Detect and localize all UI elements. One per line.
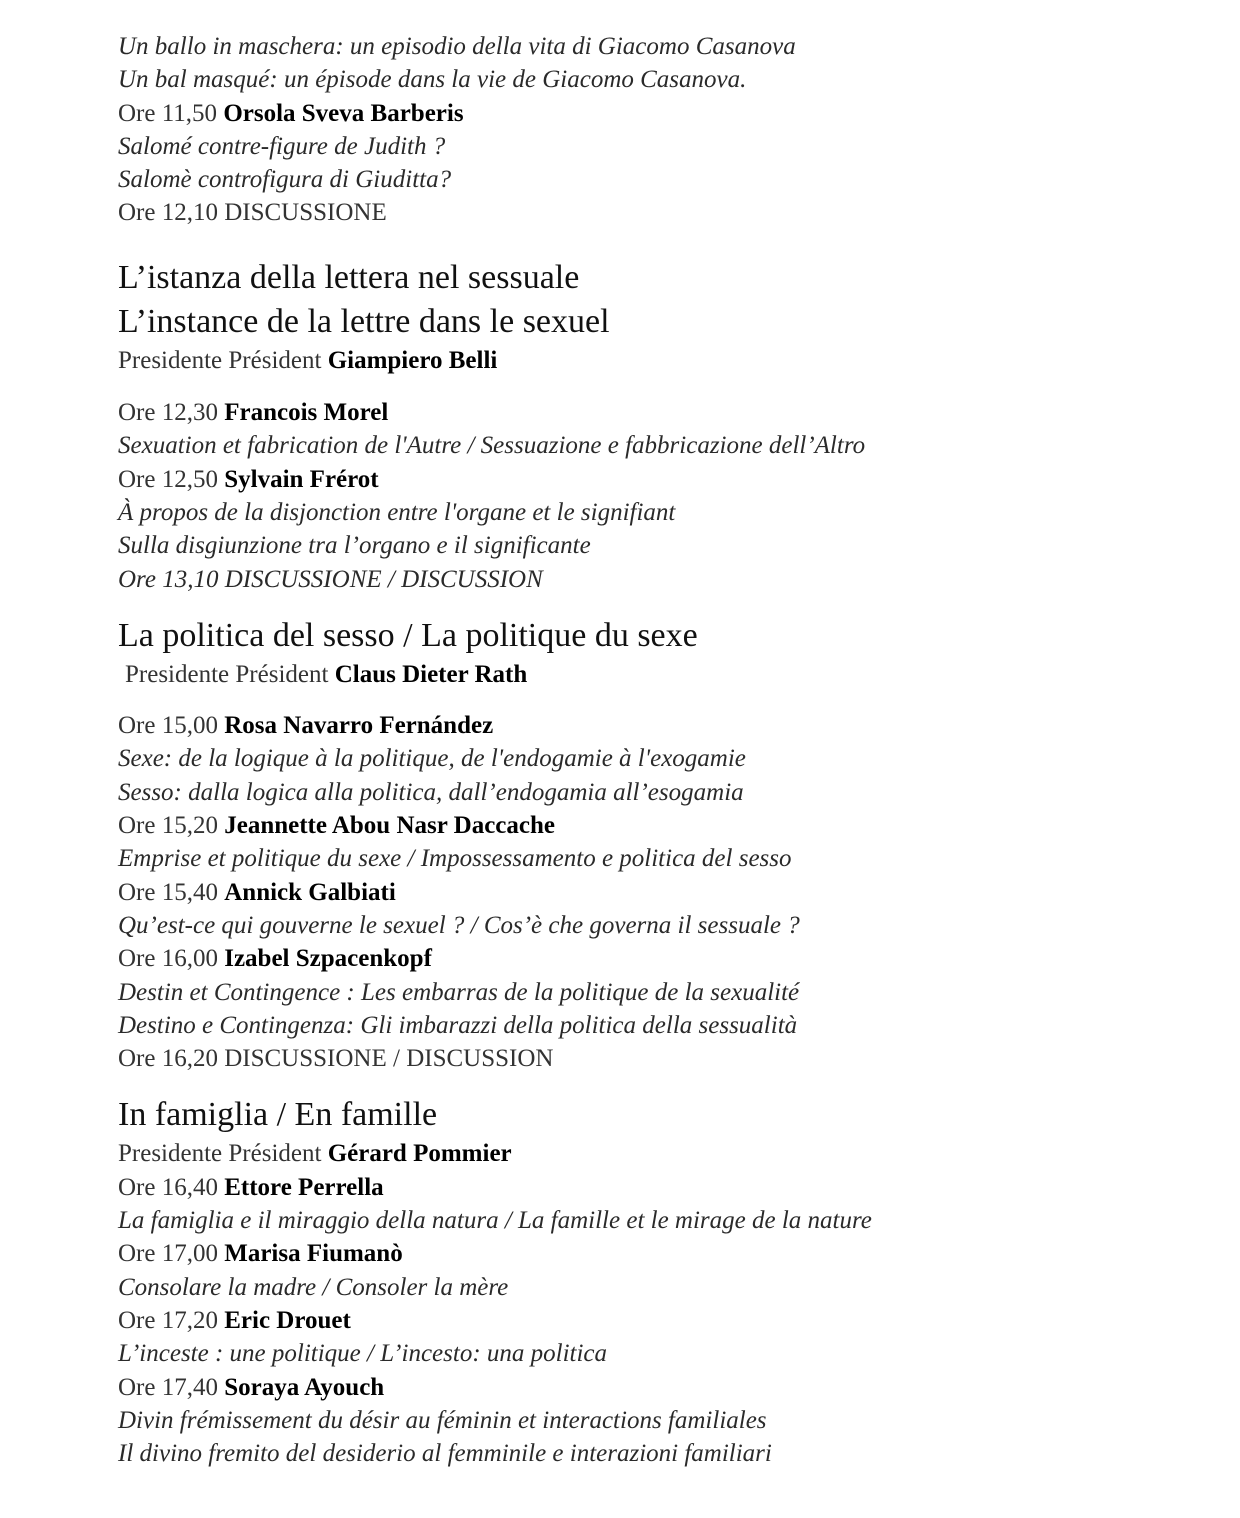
talk-speaker: Francois Morel [224, 399, 389, 427]
session-chair [118, 1137, 1178, 1170]
talk-time: Ore 11,50 [118, 99, 218, 127]
talk-time: Ore 15,20 [118, 812, 218, 840]
talk-header [118, 942, 1178, 975]
talk-speaker: Soraya Ayouch [224, 1373, 385, 1401]
talk-time: Ore 12,50 [118, 465, 218, 493]
talk-title-it: Sulla disgiunzione tra l’organo e il significante [118, 532, 591, 560]
chair-name: Gérard Pommier [327, 1140, 512, 1168]
talk-title: Sexuation et fabrication de l'Autre / Sessuazione e fabbricazione dell’Altro [118, 432, 866, 460]
session-title-it: L’istanza della lettera nel sessuale [118, 258, 580, 296]
talk-header [118, 1371, 1178, 1404]
talk-speaker: Marisa Fiumanò [224, 1240, 403, 1268]
talk-header [118, 463, 1178, 496]
intro-block [118, 30, 1178, 230]
talk-title-it: Sesso: dalla logica alla politica, dall’endogamia all’esogamia [118, 778, 744, 806]
talk-title-it: Salomè controfigura di Giuditta? [118, 166, 452, 194]
chair-name: Giampiero Belli [327, 346, 498, 374]
session-title: La politica del sesso / La politique du sexe [118, 616, 698, 654]
session-3 [118, 1093, 1178, 1470]
talk-time: Ore 17,40 [118, 1373, 218, 1401]
talk-title: Emprise et politique du sexe / Impossessamento e politica del sesso [118, 845, 792, 873]
talk-header [118, 809, 1178, 842]
talk-time: Ore 16,00 [118, 945, 218, 973]
talk-title-fr: À propos de la disjonction entre l'organe et le signifiant [118, 498, 676, 526]
talk-header [118, 396, 1178, 429]
talk-time: Ore 15,40 [118, 878, 218, 906]
talk-time: Ore 15,00 [118, 712, 218, 740]
session-2 [118, 614, 1178, 1076]
talk-time: Ore 17,00 [118, 1240, 218, 1268]
session-chair [118, 658, 1178, 691]
talk-title: Qu’est-ce qui gouverne le sexuel ? / Cos’è che governa il sessuale ? [118, 911, 800, 939]
talk-header [118, 1171, 1178, 1204]
session-1 [118, 256, 1178, 596]
discussion-line: Ore 12,10 DISCUSSIONE [118, 199, 387, 227]
talk-speaker: Ettore Perrella [224, 1173, 384, 1201]
chair-label: Presidente Président [118, 346, 322, 374]
talk-title: L’inceste : une politique / L’incesto: una politica [118, 1340, 608, 1368]
program-page [118, 30, 1178, 1470]
talk-title-it: Il divino fremito del desiderio al femminile e interazioni familiari [118, 1440, 772, 1468]
session-title: In famiglia / En famille [118, 1096, 438, 1134]
talk-speaker: Annick Galbiati [224, 878, 396, 906]
talk-time: Ore 17,20 [118, 1306, 218, 1334]
talk-title: La famiglia e il miraggio della natura / La famille et le mirage de la nature [118, 1207, 872, 1235]
talk-header [118, 1237, 1178, 1270]
talk-speaker: Orsola Sveva Barberis [223, 99, 464, 127]
talk-header [118, 876, 1178, 909]
talk-title-fr: Salomé contre-figure de Judith ? [118, 132, 446, 160]
talk-title-fr: Un bal masqué: un épisode dans la vie de Giacomo Casanova. [118, 66, 747, 94]
talk-header [118, 97, 1178, 130]
talk-speaker: Eric Drouet [224, 1306, 351, 1334]
talk-time: Ore 12,30 [118, 399, 218, 427]
talk-header [118, 709, 1178, 742]
chair-label: Presidente Président [125, 660, 329, 688]
chair-name: Claus Dieter Rath [334, 660, 528, 688]
session-title-fr: L’instance de la lettre dans le sexuel [118, 302, 610, 340]
discussion-line: Ore 13,10 DISCUSSIONE / DISCUSSION [118, 565, 543, 593]
talk-title-it: Un ballo in maschera: un episodio della vita di Giacomo Casanova [118, 33, 796, 60]
session-chair [118, 344, 1178, 377]
talk-speaker: Rosa Navarro Fernández [224, 712, 494, 740]
talk-speaker: Sylvain Frérot [224, 465, 379, 493]
talk-speaker: Izabel Szpacenkopf [224, 945, 432, 973]
talk-title-fr: Sexe: de la logique à la politique, de l'endogamie à l'exogamie [118, 745, 746, 773]
talk-title: Consolare la madre / Consoler la mère [118, 1273, 509, 1301]
discussion-line: Ore 16,20 DISCUSSIONE / DISCUSSION [118, 1045, 554, 1073]
talk-title-fr: Divin frémissement du désir au féminin et interactions familiales [118, 1406, 767, 1434]
talk-title-it: Destino e Contingenza: Gli imbarazzi della politica della sessualità [118, 1011, 798, 1039]
chair-label: Presidente Président [118, 1140, 322, 1168]
talk-time: Ore 16,40 [118, 1173, 218, 1201]
talk-title-fr: Destin et Contingence : Les embarras de la politique de la sexualité [118, 978, 800, 1006]
talk-header [118, 1304, 1178, 1337]
talk-speaker: Jeannette Abou Nasr Daccache [224, 812, 555, 840]
